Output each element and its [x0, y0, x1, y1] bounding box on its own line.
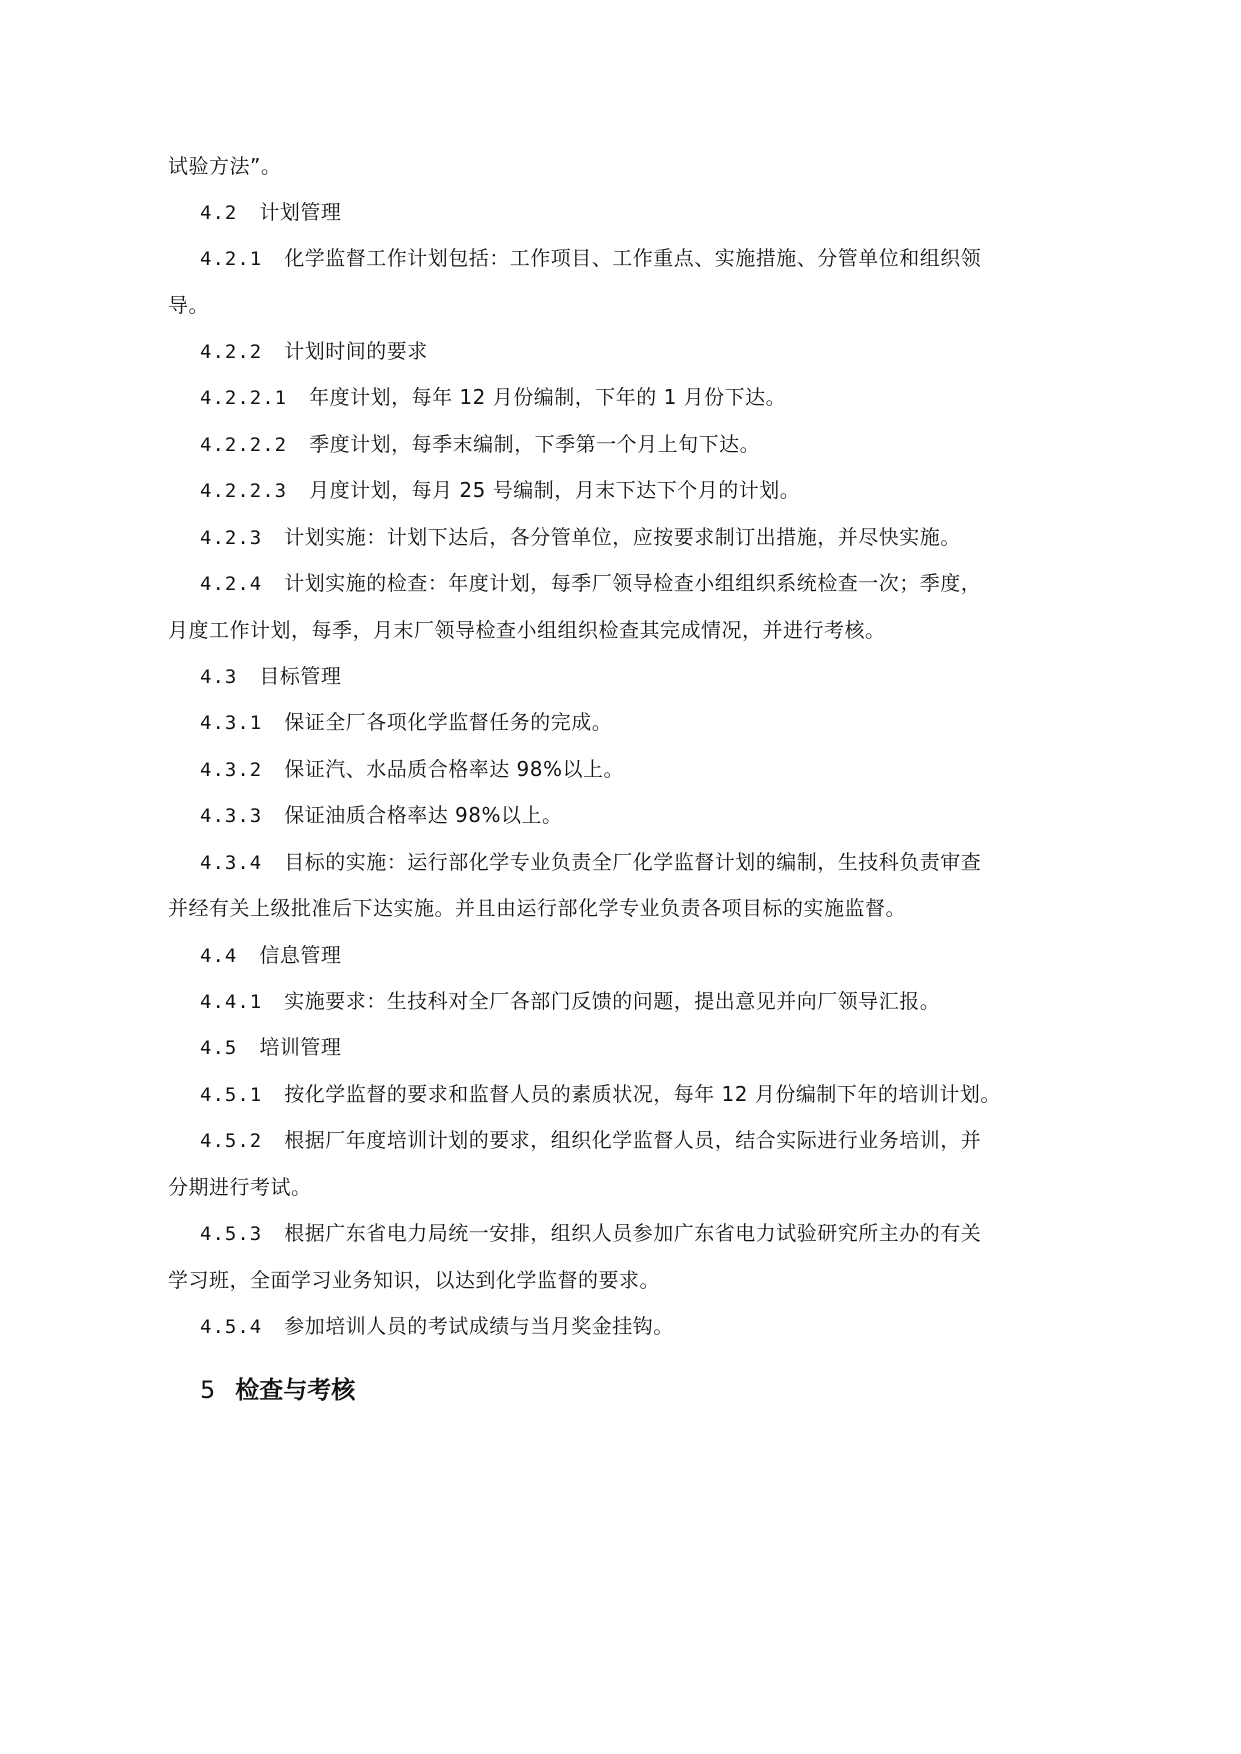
clause-number: 4.5.2 [200, 1130, 263, 1152]
clause-line [200, 337, 428, 366]
clause-number: 4.2.2.3 [200, 480, 288, 502]
clause-number: 4.2 [200, 202, 238, 224]
line-text: 并经有关上级批准后下达实施。并且由运行部化学专业负责各项目标的实施监督。 [168, 896, 906, 920]
line-text: 实施要求：生技科对全厂各部门反馈的问题，提出意见并向厂领导汇报。 [284, 989, 941, 1013]
clause-number: 4.4 [200, 945, 238, 967]
clause-number: 4.4.1 [200, 991, 263, 1013]
clause-line [200, 383, 786, 412]
clause-number: 4.2.1 [200, 248, 263, 270]
clause-number: 4.2.2 [200, 341, 263, 363]
line-text: 月度工作计划，每季，月末厂领导检查小组组织检查其完成情况，并进行考核。 [168, 618, 886, 642]
subsection-heading [200, 1033, 341, 1062]
clause-line [200, 801, 563, 830]
line-text: 试验方法”。 [168, 154, 282, 178]
line-text: 目标的实施：运行部化学专业负责全厂化学监督计划的编制，生技科负责审查 [284, 850, 982, 874]
clause-number: 4.5 [200, 1037, 238, 1059]
clause-number: 4.5.4 [200, 1316, 263, 1338]
text-line [168, 152, 281, 180]
text-line [168, 1266, 660, 1294]
text-line [168, 894, 906, 922]
line-text: 保证全厂各项化学监督任务的完成。 [284, 710, 613, 734]
text-line [168, 616, 886, 644]
clause-number: 4.5.1 [200, 1084, 263, 1106]
line-text: 年度计划，每年 12 月份编制，下年的 1 月份下达。 [309, 385, 787, 409]
line-text: 月度计划，每月 25 号编制，月末下达下个月的计划。 [309, 478, 801, 502]
clause-line [200, 1219, 981, 1248]
clause-line [200, 708, 612, 737]
line-text: 季度计划，每季末编制，下季第一个月上旬下达。 [309, 432, 761, 456]
line-text: 信息管理 [259, 943, 342, 967]
clause-number: 4.3.2 [200, 759, 263, 781]
line-text: 根据广东省电力局统一安排，组织人员参加广东省电力试验研究所主办的有关 [284, 1221, 982, 1245]
line-text: 计划实施：计划下达后，各分管单位，应按要求制订出措施，并尽快实施。 [284, 525, 961, 549]
line-text: 导。 [168, 293, 209, 317]
section-heading [200, 1374, 355, 1406]
clause-number: 4.2.2.2 [200, 434, 288, 456]
clause-number: 4.2.2.1 [200, 387, 288, 409]
line-text: 计划实施的检查：年度计划，每季厂领导检查小组组织系统检查一次；季度， [284, 571, 982, 595]
clause-line [200, 848, 981, 877]
clause-number: 4.3.1 [200, 712, 263, 734]
section-title: 检查与考核 [235, 1376, 356, 1404]
section-number: 5 [200, 1376, 216, 1404]
subsection-heading [200, 941, 341, 970]
clause-line [200, 430, 760, 459]
subsection-heading [200, 662, 341, 691]
clause-number: 4.2.3 [200, 527, 263, 549]
line-text: 学习班，全面学习业务知识，以达到化学监督的要求。 [168, 1268, 660, 1292]
clause-line [200, 1126, 981, 1155]
line-text: 保证油质合格率达 98%以上。 [284, 803, 563, 827]
line-text: 保证汽、水品质合格率达 98%以上。 [284, 757, 625, 781]
clause-line [200, 569, 981, 598]
clause-number: 4.2.4 [200, 573, 263, 595]
text-line [168, 291, 209, 319]
line-text: 根据厂年度培训计划的要求，组织化学监督人员，结合实际进行业务培训，并 [284, 1128, 982, 1152]
clause-number: 4.3.3 [200, 805, 263, 827]
line-text: 计划管理 [259, 200, 342, 224]
line-text: 培训管理 [259, 1035, 342, 1059]
clause-number: 4.3 [200, 666, 238, 688]
clause-line [200, 755, 624, 784]
clause-line [200, 1312, 674, 1341]
clause-number: 4.3.4 [200, 852, 263, 874]
line-text: 计划时间的要求 [284, 339, 428, 363]
line-text: 参加培训人员的考试成绩与当月奖金挂钩。 [284, 1314, 674, 1338]
line-text: 分期进行考试。 [168, 1175, 312, 1199]
clause-line [200, 244, 981, 273]
clause-line [200, 987, 940, 1016]
clause-line [200, 523, 961, 552]
subsection-heading [200, 198, 341, 227]
clause-line [200, 1080, 1001, 1109]
text-line [168, 1173, 312, 1201]
line-text: 目标管理 [259, 664, 342, 688]
line-text: 按化学监督的要求和监督人员的素质状况，每年 12 月份编制下年的培训计划。 [284, 1082, 1001, 1106]
clause-number: 4.5.3 [200, 1223, 263, 1245]
clause-line [200, 476, 800, 505]
line-text: 化学监督工作计划包括：工作项目、工作重点、实施措施、分管单位和组织领 [284, 246, 982, 270]
